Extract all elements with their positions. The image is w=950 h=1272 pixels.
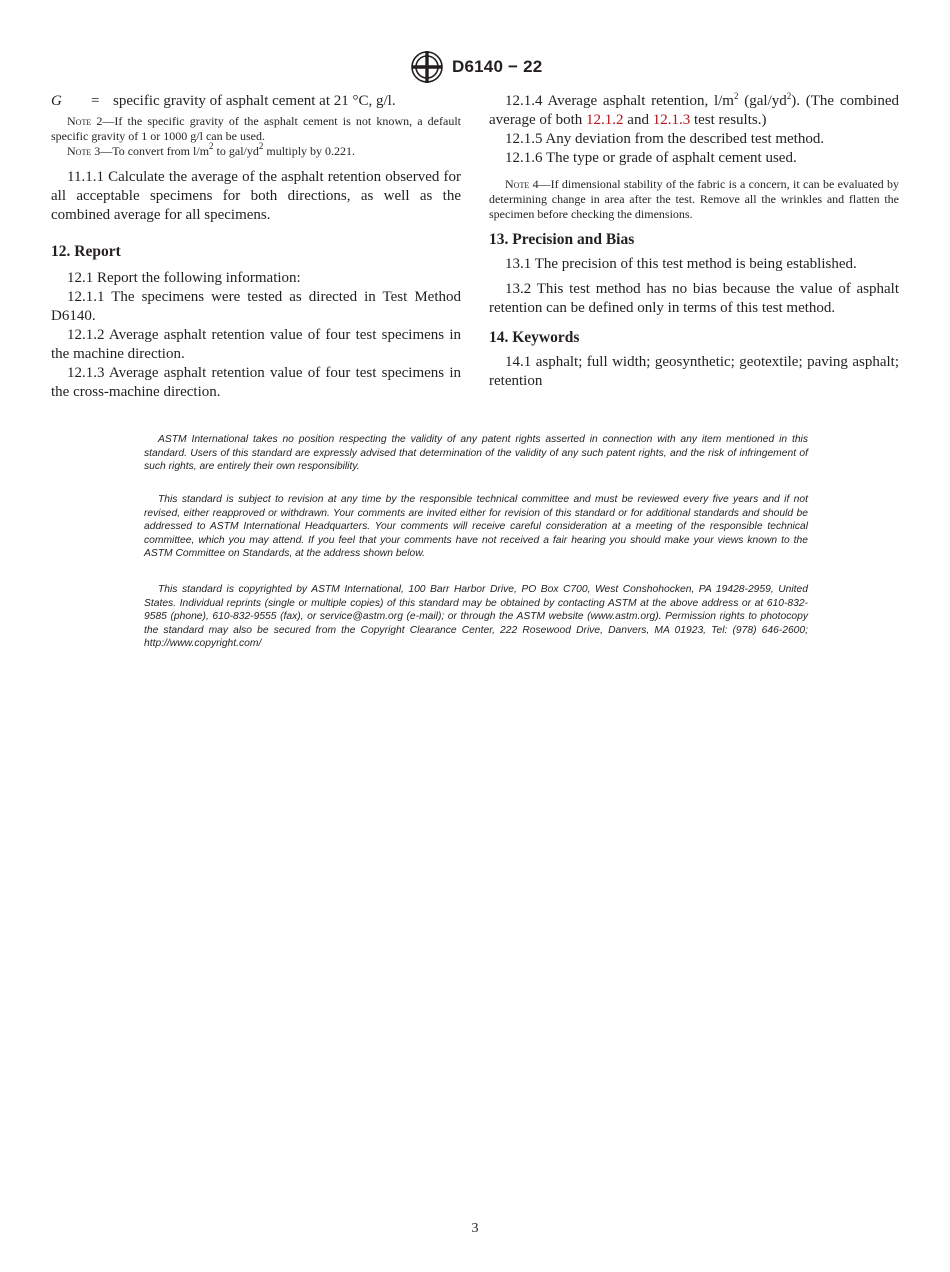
copyright-notice-text: This standard is copyrighted by ASTM International, 100 Barr Harbor Drive, PO Box C700, West Conshohocken, PA 19428-2959, United States. Individual reprints (single or multiple copies) of this standard may be obtained by contacting ASTM at the above address or at 610-832-9585 (phone), 610-832-9555 (fax), or service@astm.org (e-mail); or through the ASTM website (www.astm.org). Permission rights to photocopy the standard may also be secured from the Copyright Clearance Center, 222 Rosewood Drive, Danvers, MA 01923, Tel: (978) 646-2600; http://www.copyright.com/ [144,584,808,649]
note-2-label: Note 2 [67,114,103,128]
para-14-1: 14.1 asphalt; full width; geosynthetic; geotextile; paving asphalt; retention [489,354,899,389]
variable-equals: = [91,93,100,109]
para-13-2: 13.2 This test method has no bias because the value of asphalt retention can be defined only in terms of this test method. [489,281,899,316]
link-12-1-3[interactable]: 12.1.3 [652,112,691,128]
para-12-1-4 [489,92,899,130]
variable-definition [51,92,461,111]
para-12-1-4-text-a: 12.1.4 Average asphalt retention, l/m [505,93,734,109]
patent-notice-text: ASTM International takes no position respecting the validity of any patent rights asserted in connection with any item mentioned in this standard. Users of this standard are expressly advised that determination of the validity of any such patent rights, and the risk of infringement of such rights, are entirely their own responsibility. [144,434,808,472]
para-12-1-6: 12.1.6 The type or grade of asphalt cement used. [505,150,797,166]
page-number: 3 [471,1221,479,1236]
para-12-1-4-text-d: and [623,112,653,128]
para-12-1-4-text-b: (gal/yd [738,93,787,109]
note-4-label: Note 4 [505,177,539,191]
note-3-label: Note 3 [67,144,101,158]
astm-logo-icon [409,50,445,84]
variable-symbol: G [51,93,62,109]
section-12-heading: 12. Report [51,243,121,260]
note-3-text-a: —To convert from l/m [100,144,210,158]
note-4-text: —If dimensional stability of the fabric is a concern, it can be evaluated by determining change in area after the test. Remove all the wrinkles and flatten the specimen before checking the dimensions. [489,177,900,221]
page-header [0,50,950,86]
patent-notice [144,433,808,474]
para-12-1-1: 12.1.1 The specimens were tested as directed in Test Method D6140. [51,289,461,324]
note-3 [51,141,461,159]
link-12-1-2[interactable]: 12.1.2 [586,112,624,128]
left-column [51,92,461,402]
para-12-1-4-sup-1: 2 [733,91,739,101]
section-13-heading: 13. Precision and Bias [489,231,635,248]
note-2-text: —If the specific gravity of the asphalt cement is not known, a default specific gravity of 1 or 1000 g/l can be used. [51,114,462,143]
revision-notice [144,493,808,561]
para-12-1-4-text-c: ). (The combined average of both [489,93,899,128]
para-12-1-4-text-e: test results.) [690,112,767,128]
revision-notice-text: This standard is subject to revision at any time by the responsible technical committee and must be reviewed every five years and if not revised, either reapproved or withdrawn. Your comments are invited either for revision of this standard or for additional standards and should be addressed to ASTM International Headquarters. Your comments will receive careful consideration at a meeting of the responsible technical committee, which you may attend. If you feel that your comments have not received a fair hearing you should make your views known to the ASTM Committee on Standards, at the address shown below. [144,494,808,559]
variable-description: specific gravity of asphalt cement at 21 °C, g/l. [113,93,396,109]
note-3-text-b: to gal/yd [213,144,259,158]
para-11-1-1: 11.1.1 Calculate the average of the asphalt retention observed for all acceptable specimens for both directions, as well as the combined average for all specimens. [51,169,461,223]
note-3-sup-1: 2 [209,141,214,151]
para-12-1: 12.1 Report the following information: [67,270,301,286]
para-12-1-5: 12.1.5 Any deviation from the described test method. [505,131,825,147]
para-13-1: 13.1 The precision of this test method is being established. [505,256,857,272]
note-3-text-c: multiply by 0.221. [263,144,356,158]
copyright-notice [144,583,808,651]
para-12-1-2: 12.1.2 Average asphalt retention value of four test specimens in the machine direction. [51,327,461,362]
document-designation: D6140 − 22 [452,57,543,76]
para-12-1-4-sup-2: 2 [786,91,792,101]
section-14-heading: 14. Keywords [489,329,580,346]
note-3-sup-2: 2 [258,141,264,151]
right-column [489,92,899,391]
note-4 [489,177,899,222]
note-2 [51,114,461,144]
para-12-1-3: 12.1.3 Average asphalt retention value of four test specimens in the cross-machine direction. [51,365,461,400]
